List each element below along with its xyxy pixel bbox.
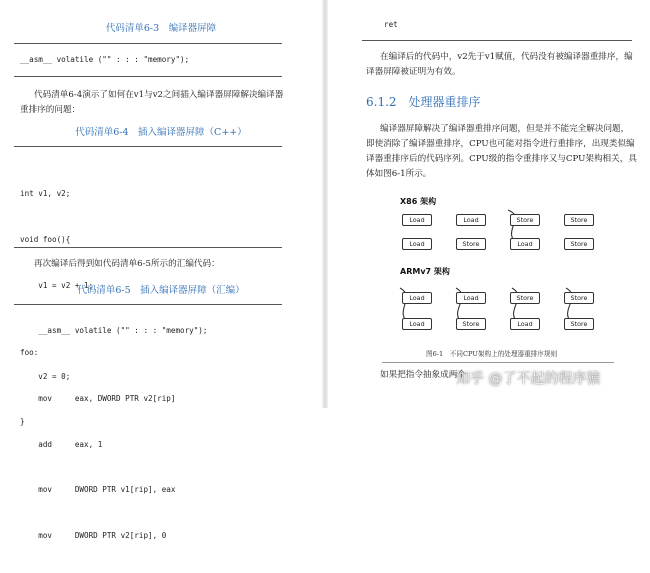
code-line: void foo(){ xyxy=(20,235,71,245)
code-line: } xyxy=(20,417,25,427)
intro-paragraph xyxy=(20,88,300,118)
x86-label: X86 架构 xyxy=(400,197,437,206)
listing-rule-bottom xyxy=(14,76,282,77)
listing-rule-top xyxy=(14,146,282,147)
arm-top-box: Load xyxy=(402,292,432,304)
arm-top-box: Load xyxy=(456,292,486,304)
x86-bottom-box: Load xyxy=(510,238,540,250)
arm-bottom-box: Store xyxy=(456,318,486,330)
x86-bottom-box: Store xyxy=(456,238,486,250)
code-line: mov DWORD PTR v1[rip], eax xyxy=(20,485,176,495)
figure-rule xyxy=(382,362,614,363)
code-line: int v1, v2; xyxy=(20,189,71,199)
x86-top-box: Load xyxy=(402,214,432,226)
code-line: mov eax, DWORD PTR v2[rip] xyxy=(20,394,176,404)
listing-6-3-caption: 代码清单6-3 编译器屏障 xyxy=(105,23,217,34)
listing-6-4-caption: 代码清单6-4 插入编译器屏障（C++） xyxy=(75,127,247,138)
listing-rule-top xyxy=(14,43,282,44)
paragraph-line: 如果把指令抽象成两个 xyxy=(380,370,466,380)
code-tail: ret xyxy=(384,20,398,29)
paragraph-line: 在编译后的代码中，v2先于v1赋值，代码没有被编译器重排序，编 xyxy=(380,52,633,62)
recompile-paragraph xyxy=(20,257,300,272)
listing-6-5-caption: 代码清单6-5 插入编译器屏障（汇编） xyxy=(77,285,245,296)
paragraph-line: 代码清单6-4演示了如何在v1与v2之间插入编译器屏障解决编译器 xyxy=(34,90,284,100)
paragraph-line: 译器屏障被证明为有效。 xyxy=(366,67,461,77)
code-line: add eax, 1 xyxy=(20,439,103,449)
paragraph-line: 编译器屏障解决了编译器重排序问题，但是并不能完全解决问题， xyxy=(380,124,630,134)
x86-top-box: Store xyxy=(510,214,540,226)
paragraph-line: 再次编译后得到如代码清单6-5所示的汇编代码： xyxy=(34,259,220,269)
section-title: 6.1.2 处理器重排序 xyxy=(366,95,481,109)
x86-top-box: Load xyxy=(456,214,486,226)
right-page xyxy=(328,0,650,408)
x86-bottom-box: Load xyxy=(402,238,432,250)
arm-top-box: Store xyxy=(564,292,594,304)
armv7-label: ARMv7 架构 xyxy=(400,267,450,276)
arm-bottom-box: Load xyxy=(402,318,432,330)
arm-bottom-box: Store xyxy=(564,318,594,330)
code-line: v1 = v2 + 1; xyxy=(20,280,94,290)
x86-bottom-box: Store xyxy=(564,238,594,250)
listing-6-3-code: __asm__ volatile ("" : : : "memory"); xyxy=(20,55,190,64)
code-line: v2 = 0; xyxy=(20,371,71,381)
code-line: __asm__ volatile ("" : : : "memory"); xyxy=(20,326,208,336)
paragraph-line: 体如图6-1所示。 xyxy=(366,169,432,179)
reorder-arrows xyxy=(328,0,650,408)
code-line: foo: xyxy=(20,348,39,358)
paragraph-line: 即使消除了编译器重排序，CPU也可能对指令进行重排序，出现类似编 xyxy=(366,139,635,149)
arm-bottom-box: Load xyxy=(510,318,540,330)
arm-top-box: Store xyxy=(510,292,540,304)
listing-rule-bottom xyxy=(14,247,282,248)
left-page xyxy=(0,0,322,540)
x86-top-box: Store xyxy=(564,214,594,226)
code-line: mov DWORD PTR v2[rip], 0 xyxy=(20,530,167,540)
zhihu-watermark: 知乎 @了不起的程序猿 xyxy=(456,371,601,387)
listing-6-5-code xyxy=(20,315,175,573)
paragraph-line: 译器重排序后的代码序列。CPU级的指令重排序又与CPU架构相关，具 xyxy=(366,154,637,164)
figure-caption: 图6-1 不同CPU架构上的处理器重排序规则 xyxy=(426,350,558,358)
paragraph-line: 重排序的问题： xyxy=(20,105,81,115)
listing-rule-top xyxy=(14,304,282,305)
